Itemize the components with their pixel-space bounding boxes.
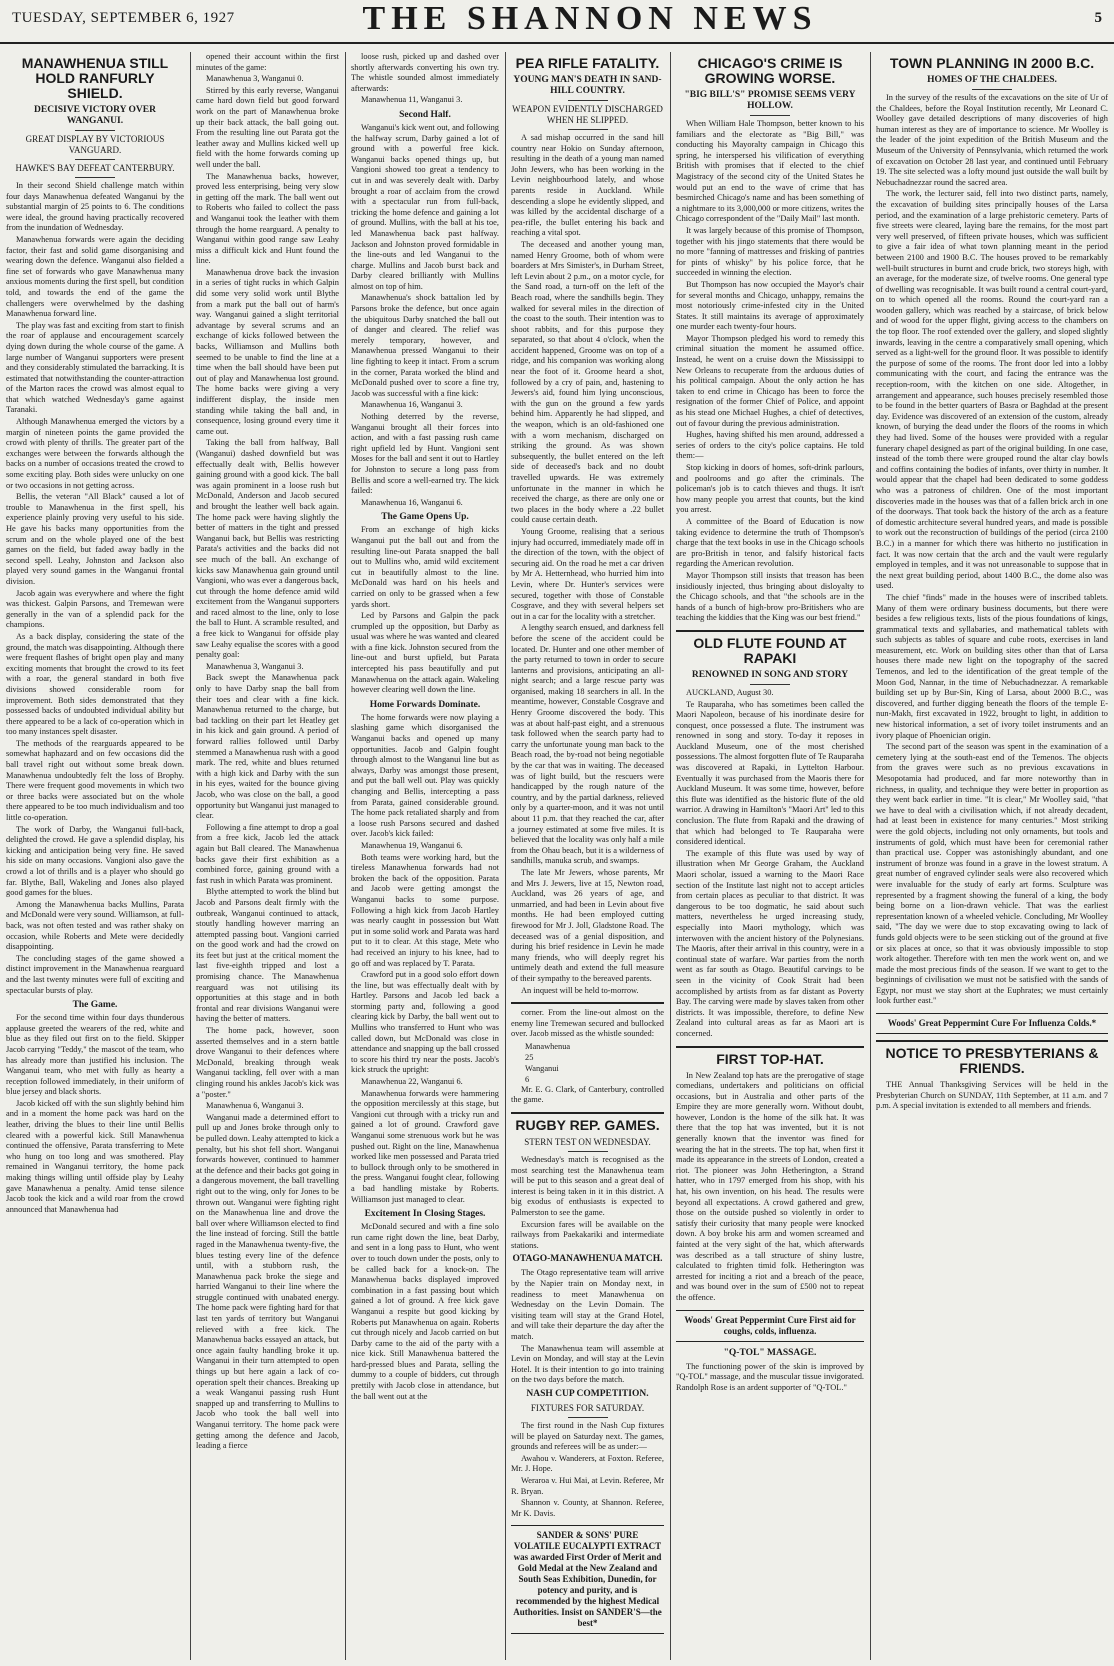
paragraph: Both teams were working hard, but the tireless Manawhenua forwards had not broken the back of the opposition. Parata and Jacob were getting amongst the Wanganui backs to some purpose. Following a high kick from Jacob Hartley was nearly caught in possession but Watt put in some solid work and Parata was hard put to it to clear. At this stage, Mete who had received an injury to his knee, had to go off and was replaced by T. Parata.	[351, 852, 499, 968]
advertisement-sanders: SANDER & SONS' PURE VOLATILE EUCALYPTI EXTRACT was awarded First Order of Merit and Gold Medal at the New Zealand and South Seas Exhibition, Dunedin, for potency and purity, and is recommended by the highest Medical Authorities. Insist on SANDER'S—the best*	[511, 1525, 664, 1634]
headline-town-planning: TOWN PLANNING IN 2000 B.C.	[889, 55, 1095, 71]
section-separator	[511, 1112, 664, 1114]
paragraph: The Otago representative team will arrive by the Napier train on Monday next, in readiness to meet Manawhenua on Wednesday on the Levin Domain. The visiting team will stay at the Grand Hotel, and will take their departure the day after the match.	[511, 1268, 664, 1341]
paragraph: Manawhenua forwards were again the deciding factor, their fast and solid game disorganising and wearing down the defence. Wanganui also fielded a fine set of forwards who gave Manawhenua many anxious moments during the first spell, but condition told, and towards the end of the game the challengers were overwhelmed by the dashing Manawhenua forward line.	[6, 234, 184, 319]
paragraph: Following a fine attempt to drop a goal from a free kick, Jacob led the attack again but Ball cleared. The Manawhenua backs gave their first exhibition as a combined force, gaining ground with a fast rush in which Parata was prominent.	[196, 822, 339, 885]
paragraph: The methods of the rearguards appeared to be somewhat haphazard and on few occasions did the ball travel right out without some break down. Manawhenua undoubtedly felt the loss of Brophy. There were frequent good movements in which two or three backs were associated but on the whole there appeared to be too much individualism and too little co-operation.	[6, 738, 184, 823]
paragraph: The play was fast and exciting from start to finish the roar of applause and encouragement scarcely dying down during the whole course of the game. A large number of Wanganui supporters were present and they considerably stimulated the barracking. It is estimated that notwithstanding the counter-attraction of the Marton races the crowd was almost equal to that which watched Wednesday's game against Taranaki.	[6, 320, 184, 415]
paragraph: Mayor Thompson still insists that treason has been insidiously injected, thus bringing about disloyalty to the Chicago schools, and that "the schools are in the hands of a bunch of high-brow pro-Britishers who are teaching the kiddies that the King was our best friend."	[676, 570, 864, 623]
paragraph: An inquest will be held to-morrow.	[521, 985, 639, 995]
column-6	[870, 52, 1114, 1660]
paragraph: Te Rauparaha, who has sometimes been called the Maori Napoleon, because of his inordinate desire for conquest, once possessed a flute. The instrument was renowned in song and story. To-day it reposes in Auckland Museum, one of the most cherished possessions. The almost forgotten flute of Te Rauparaha was discovered at Rapaki, in Lyttelton Harbour. Eventually it was purchased from the Maoris there for Auckland Museum. It was some time, however, before this flute was identified as the historic flute of the old warrior. A drawing in Hamilton's "Maori Art" led to this conclusion. The flute from Rapaki and the drawing of that which had belonged to Te Rauparaha were considered identical.	[676, 699, 864, 847]
paragraph: Manawhenua 3, Wanganui 3.	[206, 661, 304, 671]
paragraph: The example of this flute was used by way of illustration when Mr George Graham, the Auckland Maori scholar, issued a warning to the Maori Race section of the Institute last night not to accept articles from certain places as peculiar to that district. It was dangerous to be too dogmatic, he said about such matters, nevertheless he urged increasing study, especially into Maori mythology, which was interwoven with the ancient history of the Polynesians. The Maoris, after their arrival in this country, were in a continual state of warfare. War parties from the north went as far south as Otago. Beautiful carvings to be seen in the vicinity of Cook Strait had been accomplished by artists from as far distant as Poverty Bay. The carving were made by slaves taken from other districts. It was impossible, therefore, to define New Zealand into cultural areas as far as Maori art is concerned.	[676, 848, 864, 1038]
paragraph: Although Manawhenua emerged the victors by a margin of nineteen points the game provided the crowd with plenty of thrills. The greater part of the exchanges were between the forwards although the backs on a number of occasions treated the crowd to some exciting play. Both sides were unlucky on one or two occasions in not getting across.	[6, 417, 184, 490]
paragraph: Crawford put in a good solo effort down the line, but was effectually dealt with by Hartley. Parsons and Jacob led back a storming party and, following a good clearing kick by Darby, the ball went out to Mullins who transferred to Hunt who was called down, but McDonald was close in attendance and snapping up the ball crossed to score his third try near the posts. Jacob's kick struck the upright:	[351, 970, 499, 1075]
paragraph: Blythe attempted to work the blind but Jacob and Parsons dealt firmly with the outbreak, Wanganui continued to attack, stoutly handling however marring an attempted passing bout. Vangioni carried on the good work and had the crowd on its feet but just at the critical moment the last five-eighth tripped and lost a promising chance. The Manawhenua rearguard was not utilising its opportunities at this stage and in both frontal and rear divisions Wanganui were having the better of matters.	[196, 887, 339, 1024]
paragraph: McDonald secured and with a fine solo run came right down the line, beat Darby, and sent in a long pass to Hunt, who went over to touch down under the posts, only to be called back for a knock-on. The Manawhenua backs displayed improved combination in a fast passing bout which gained a lot of ground. A free kick gave Wanganui a respite but good kicking by Roberts put Manawhenua on again. Roberts cut through nicely and Jacob carried on but Darby came to the aid of the party with a nice kick. Still Manawhenua battered the hard-pressed blues and Parata, selling the dummy to a couple of bidders, cut through prettily with Jacob close in attendance, but the ball went out at the	[351, 1222, 499, 1401]
section-separator	[876, 1040, 1108, 1042]
divider	[75, 177, 115, 178]
deck-decisive-victory: DECISIVE VICTORY OVER WANGANUI.	[34, 105, 156, 126]
paragraph: The deceased and another young man, named Henry Groome, both of whom were boarders at Mrs Simister's, in Durham Street, left Levin about 2 p.m., on a motor cycle, for the Sand road, a turn-off on the left of the Beach road, where the sandhills begin. They walked for several miles in the direction of the coast to the south. Their intention was to shoot rabbits, and for this purpose they separated, so that about 4 o'clock, when the accident happened, Groome was on top of a ridge, and his companion was working along near the foot of it. Groome heard a shot, followed by a cry of pain, and, hastening to Jewers's aid, found him lying unconscious, with the gun on the ground a few yards behind him. Apparently he had slipped, and the weapon, which is an old-fashioned one with a worn mechanism, discharged on striking the ground. As was shown subsequently, the bullet entered on the left side of deceased's back and no doubt travelled upwards. He was extremely unfortunate in the manner in which he received the charge, as there are only one or two places in the body where a .22 bullet could cause certain death.	[511, 239, 664, 525]
paragraph: Jacob kicked off with the sun slightly behind him and in a moment the home pack was hard on the leather, driving the blues to their line until Bellis cleared with a powerful kick. Still Manawhenua continued the offensive, Parata transferring to Mete who hung on too long and was smothered. Play remained in Wanganui territory, the home pack making things willing until offside play by Leahy gave Manawhenua a penalty. Amid tense silence Jacob took the kick and a wild roar from the crowd announced that Manawhenua had	[6, 1098, 184, 1214]
article-body	[351, 123, 499, 508]
paragraph: The work, the lecturer said, fell into two distinct parts, namely, the excavation of building sites principally houses of the Larsa period, and the examination of a large prehistoric cemetery. Parts of five streets were cleared, laying bare the remains, for the most part very well preserved, of fifteen private houses, which was sufficient to give a fair idea of what town planning meant in the period between 2100 and 1900 B.C. The houses proved to be remarkably well-built structures in burnt and crude brick, two storeys high, with an average, for the moderate size, of twelve rooms. One general type of dwelling was recognisable. It was built round a central court-yard, on to which opened all the rooms. Round the court-yard ran a wooden gallery, which was reached by a staircase, of brick below and of wood for the upper flight, giving access to the chambers on the top floor. The roof extended over the gallery, and sloped slightly inwards, leaving in the centre a comparatively small opening, which served as a light-well for the ground floor. It was possible to identify the purpose of some of the rooms. The front door led into a lobby communicating with the court, and facing the entrance was the reception-room, with the kitchen on one side. Altogether, in arrangement and appearance, such houses precisely resembled those to be found in the better quarters of Basra or Baghdad at the present day. Evidence was discovered of an extension of the custom, already known, of burying the dead under the floors of the rooms in which they had lived. Some of the houses were provided with a regular funerary chapel designed as part of the original building. In one case, instead of the tomb there were grouped round the altar clay bowls and coffins containing the bodies of infants, over thirty in number. It would appear that the chapel had been dedicated to some goddess who was a patroness of children. One of the most important discoveries made in the houses was that of a fallen brick arch in one of the doorways. That took back the history of the arch as a feature of domestic architecture several hundred years, and made is possible to work out the reconstruction of buildings of the period (circa 2100 B.C.) in a manner for which there was hitherto no justification in fact. It was now certain that the arch and the vault were regularly employed in temples, and it was not unreasonable to suppose that in the next great building period, about 1400 B.C., the dome also was used.	[876, 189, 1108, 591]
paragraph: The work of Darby, the Wanganui full-back, delighted the crowd. He gave a splendid display, his kicking and anticipation being very fine. He saved his side on many occasions. Vangioni also gave the crowd a lot of thrills and is a player who should go far. Blythe, Ball, Wakeling and Jones also played good games for the blues.	[6, 824, 184, 898]
subhead-excitement: Excitement In Closing Stages.	[364, 1209, 486, 1220]
headline-first-top-hat: FIRST TOP-HAT.	[716, 1050, 824, 1067]
paragraph: A sad mishap occurred in the sand hill country near Hokio on Sunday afternoon, resulting in the death of a young man named John Jewers, who has been working in the Levin neighbourhood lately, and whose parents reside in Auckland. While descending a slope he evidently slipped, and was killed by the accidental discharge of a pea-rifle, the bullet entering his back and reaching a vital spot.	[511, 133, 664, 238]
paragraph: For the second time within four days thunderous applause greeted the wearers of the red, white and blue as they filed out first on to the field. Skipper Jacob carrying "Teddy," the mascot of the team, who has already more than justified his inclusion. The Wanganui team, who met with fully as hearty a reception followed immediately, in their uniform of blue jersey and black shorts.	[6, 1013, 184, 1097]
deck-weapon: WEAPON EVIDENTLY DISCHARGED WHEN HE SLIPPED.	[512, 104, 663, 125]
advertisement-woods: Woods' Great Peppermint Cure First aid for coughs, colds, influenza.	[676, 1310, 864, 1342]
paragraph: Led by Parsons and Galpin the pack crumpled up the opposition, but Darby as usual was where he was wanted and cleared with a fine kick. Johnston secured from the line-out and burst upfield, but Parata intercepted his pass beautifully and put Manawhenua on the attack again. Wakeling however clearing well down the line.	[351, 611, 499, 695]
article-body	[351, 1222, 499, 1402]
paragraph: Manawhenua's shock battalion led by Parsons broke the defence, but once again the ubiquitous Darby snatched the ball out of danger and cleared. The relief was merely temporary, however, and Manawhenua pressed Wanganui to their line fighting to keep it intact. From a scrum in the corner, Parata worked the blind and McDonald pushed over to score a fine try, Jacob was successful with a fine kick:	[351, 293, 499, 398]
paragraph: Manawhenua 11, Wanganui 3.	[361, 95, 463, 105]
paragraph: Manawhenua 3, Wanganui 0.	[206, 74, 304, 84]
paragraph: The home pack, however, soon asserted themselves and in a stern battle drove Wanganui to their defences where McDonald, breaking through weak Wanganui tackling, fell over with a man clinging round his ankles Jacob's kick was a "poster."	[196, 1026, 339, 1099]
paragraph: It was largely because of this promise of Thompson, together with his jingo statements that there would be no more "fanning of mattresses and frisking of pantries for pints of whisky" by his police force, that he succeeded in winning the election.	[676, 225, 864, 278]
subhead-home-forwards: Home Forwards Dominate.	[369, 699, 481, 710]
paragraph: Excursion fares will be available on the railways from Paekakariki and intermediate stations.	[511, 1219, 664, 1250]
subhead-the-game: The Game.	[72, 1000, 118, 1011]
paragraph: Stirred by this early reverse, Wanganui came hard down field but good forward work on the part of Manawhenua broke up their back attack, the ball going out. From the resulting line out Parata got the leather away and Mullins kicked well up field with the home forwards coming up well under the ball.	[196, 85, 339, 169]
article-body	[351, 713, 499, 1205]
divider	[972, 89, 1012, 90]
advertisement-qtol: The functioning power of the skin is improved by "Q-TOL" massage, and the muscular tissue invigorated. Randolph Rose is an ardent supporter of "Q-TOL."	[676, 1361, 864, 1392]
deck-young-man: YOUNG MAN'S DEATH IN SAND-HILL COUNTRY.	[513, 75, 662, 96]
paragraph: Wanganui made a determined effort to pull up and Jones broke through only to be pulled down. Leahy attempted to kick a penalty, but his shot fell short. Wanganui forwards however, continued to hammer at the defence and their backs got going in a dangerous movement, the ball travelling right out to the wing, only for Jones to be thrown out. Wanganui were fighting right on the Manawhenua line and drove the ball over where Williamson elected to find the line instead of forcing. Still the battle raged in the Manawhenua twenty-five, the blues testing every line of the defence until, with a stubborn rush, the Manawhenua pack broke the siege and harried Wanganui to their line where the struggle continued with unabated energy. The home pack were fighting hard for that last ten yards of territory but Wanganui relieved with a free kick. The Manawhenua backs essayed an attack, but once again faulty handling broke it up. Wanganui in their turn attempted to open things up but here again a lack of co-operation spelt their chances. Breaking up a weak Wanganui passing rush Hunt snapped up and transferring to Mullins to Jacob who took the ball well into Wanganui territory. The home pack were getting among the defence and Jacob, leading a fierce	[196, 1112, 339, 1451]
headline-qtol: "Q-TOL" MASSAGE.	[723, 1347, 817, 1358]
paragraph: But Thompson has now occupied the Mayor's chair for several months and Chicago, unhappy, remains the most notoriously crime-infested city in the United States. It still maintains its average of approximately one murder each twenty-four hours.	[676, 279, 864, 332]
paragraph: Manawhenua 22, Wanganui 6.	[361, 1077, 463, 1087]
divider	[568, 1417, 608, 1418]
paragraph: Manawhenua 6, Wanganui 3.	[206, 1101, 304, 1111]
paragraph: The first round in the Nash Cup fixtures will be played on Saturday next. The games, grounds and referees will be as under:—	[511, 1420, 664, 1452]
paragraph: Manawhenua forwards were hammering the opposition mercilessly at this stage, but Vangioni cut through with a tricky run and gained a lot of ground. Crawford gave Wanganui some strenuous work but he was pushed out. Right on the line, Manawhenua worked like men possessed and Parata tried to bullock through only to be smothered in the press. Wanganui fought clear, following a bad handling mistake by Roberts. Williamson just managed to clear.	[351, 1088, 499, 1204]
divider	[568, 129, 608, 130]
paragraph: The late Mr Jewers, whose parents, Mr and Mrs J. Jewers, live at 15, Newton road, Auckland, was 26 years of age, and unmarried, and had been in Levin about five months. He had been employed cutting firewood for Mr J. Joll, Gladstone Road. The deceased was of a genial disposition, and during his brief residence in Levin he made many friends, who will deeply regret his untimely death and extend the full measure of their sympathy to the bereaved parents.	[511, 867, 664, 983]
column-5	[670, 52, 870, 1660]
final-score-row: Wanganui6	[525, 1063, 559, 1084]
paragraph: Weraroa v. Hui Mai, at Levin. Referee, Mr R. Bryan.	[511, 1475, 664, 1496]
article-body	[511, 1155, 664, 1251]
headline-manawhenua: MANAWHENUA STILL HOLD RANFURLY SHIELD.	[21, 55, 169, 101]
paragraph: The Manawhenua backs, however, proved less enterprising, being very slow in getting off the mark. The ball went out to Roberts who failed to collect the pass and Wanganui took the leather with them through the home rearguard. A penalty to Wanganui within good range saw Leahy miss a difficult kick and Hunt found the line.	[196, 171, 339, 266]
section-separator	[511, 1002, 664, 1004]
paragraph: Nothing deterred by the reverse, Wanganui brought all their forces into action, and with a fast passing rush came right upfield led by Hunt. Vangioni sent Moses for the ball and sent it out to Hartley for Johnston to secure a long pass from Bellis and score a well-earned try. The kick failed:	[351, 412, 499, 496]
subhead-second-half: Second Half.	[399, 109, 451, 120]
paragraph: As a back display, considering the state of the ground, the match was disappointing. Although there were frequent flashes of bright open play and many exciting moments that brought the crowd to its feet with a roar, the general standard in both five divisions showed considerable room for improvement. Both sides demonstrated that they possessed backs of undoubted individual ability but there appeared to be a lack of co-operation which in too many instances spelt disaster.	[6, 631, 184, 737]
deck-big-bill: "BIG BILL'S" PROMISE SEEMS VERY HOLLOW.	[684, 90, 856, 111]
deck-renowned: RENOWNED IN SONG AND STORY	[691, 669, 849, 680]
paragraph: Shannon v. County, at Shannon. Referee, Mr K. Davis.	[511, 1498, 664, 1518]
section-separator	[676, 630, 864, 632]
article-body	[676, 119, 864, 624]
divider	[568, 1151, 608, 1152]
masthead-date: TUESDAY, SEPTEMBER 6, 1927	[12, 10, 235, 26]
divider	[750, 115, 790, 116]
paragraph: Mayor Thompson pledged his word to remedy this criminal situation the moment he assumed office. Instead, he went on a cruise down the Mississippi to New Orleans to recuperate from the arduous duties of his political campaign. About the only action he has taken to end crime in Chicago has been to force the resignation of the former Chief of Police, and appoint as his stead one Michael Hughes, a chief of detectives, out of favour during the previous administration.	[676, 333, 864, 428]
advertisement-woods-2: Woods' Great Peppermint Cure For Influenza Colds.*	[876, 1013, 1108, 1034]
paragraph: Taking the ball from halfway, Ball (Wanganui) dashed downfield but was effectually dealt with, Bellis however gaining ground with a good kick. The ball was again prominent in a loose rush but McDonald, Anderson and Jacob secured and brought the leather well back again. The home pack were having slightly the better of matters in the tight and pressed Wanganui back, but Bellis was restricting Parata's activities and the backs did not see much of the ball. An exchange of kicks saw Manawhenua gain ground until Vangioni, who was ever a dangerous back, cut through the home defence amid wild excitement from the Wanganui supporters and raced almost to the line, only to lose the ball to Hunt. A scramble resulted, and a free kick to Wanganui for offside play saw Leahy equalise the scores with a good penalty goal:	[196, 438, 339, 660]
masthead-title: THE SHANNON NEWS	[362, 0, 818, 37]
paragraph: opened their account within the first minutes of the game:	[196, 52, 339, 72]
article-body	[511, 1268, 664, 1386]
paragraph: Young Groome, realising that a serious injury had occurred, immediately made off in the direction of the town, with the object of securing aid. On the road he met a car driven by Mr A. Hetternhead, who hurried him into Levin, where Dr. Hunter's services were secured, together with those of Constable Cosgrave, and they with several helpers set out in a car for the locality with a stretcher.	[511, 526, 664, 621]
paragraph: The concluding stages of the game showed a distinct improvement in the Manawhenua rearguard and the last twenty minutes were full of exciting and spectacular bursts of play.	[6, 953, 184, 995]
divider	[750, 684, 790, 685]
paragraph: THE Annual Thanksgiving Services will be held in the Presbyterian Church on SUNDAY, 11th September, at 11 a.m. and 7 p.m. A special invitation is extended to all members and friends.	[876, 1080, 1108, 1111]
deck-stern-test: STERN TEST ON WEDNESDAY.	[524, 1137, 651, 1148]
article-body	[676, 1071, 864, 1304]
divider	[568, 100, 608, 101]
headline-old-flute: OLD FLUTE FOUND AT RAPAKI	[693, 634, 847, 666]
article-body	[511, 1421, 664, 1519]
final-score-row: Manawhenua25	[525, 1041, 571, 1062]
paragraph: Among the Manawhenua backs Mullins, Parata and McDonald were very sound. Williamson, at full-back, was not often tested and was rather shaky on occasion, while Roberts and Mete were decidedly disappointing.	[6, 899, 184, 952]
paragraph: The chief "finds" made in the houses were of inscribed tablets. Many of them were ordinary business documents, but there were besides a few religious texts, lists of the pious foundations of kings, grammatical texts and syllabaries, and mathematical tablets with such subjects as tables of square and cube roots, exercises in land measurement, etc. Work on building sites other than that of Larsa houses there made new light on the topography of the sacred Temenos, and led to the identification of the great temple of the Moon God, Nannar, in the time of Nebuchadnezzar. A remarkable building set up by Bur-Sin, King of Larsa, about 2000 B.C., was discovered, and further digging beneath the floors of the temple E-nun-Makh, first excavated in 1922, brought to light, in addition to new historical information, a set of ivory toilet instruments and an ivory plaque of Phoenician origin.	[876, 592, 1108, 740]
masthead-page-number: 5	[1094, 10, 1102, 26]
paragraph: The home forwards were now playing a slashing game which disorganised the Wanganui backs and opened up many opportunities. Jacob and Galpin fought through almost to the Wanganui line but as always, Darby was amongst those present, and put the ball well out. Play was quickly changing and Bellis, intercepting a pass from Parata, gained considerable ground. The home pack retaliated sharply and from a loose rush Parsons secured and dashed over. Jacob's kick failed:	[351, 712, 499, 839]
paragraph: The Manawhenua team will assemble at Levin on Monday, and will stay at the Levin Hotel. It is their intention to go into training on the two days before the match.	[511, 1343, 664, 1385]
subhead-game-opens-up: The Game Opens Up.	[381, 512, 469, 523]
paragraph: In New Zealand top hats are the prerogative of stage comedians, undertakers and politicians on official occasions, but in Australia and other parts of the Empire they are more generally worn. Without doubt, however, London is the home of the silk hat. It was there that the top hat was invented, but it is not generally known that the inventor was fined for wearing the hat in the streets. The top hat, when first it made its appearance in the streets of London, created a riot. The pioneer was John Hetherington, a Strand hatter, who in 1797 emerged from his shop, with his hat, his own invention, on his head. The results were beyond all expectations. A crowd gathered and grew, those on the outside pushed so violently in order to satisfy their curiosity that many people were knocked down. A boy broke his arm and women screamed and fainted at the very sight of the hat, which afterwards was described as a tall structure of shiny lustre, calculated to frighten timid folk. Hetherington was arrested for inciting a riot and a breach of the peace, and was bound over in the sum of £500 not to repeat the offence.	[676, 1070, 864, 1302]
article-body	[511, 133, 664, 996]
deck-great-display: GREAT DISPLAY BY VICTORIOUS VANGUARD.	[25, 134, 165, 155]
article-body	[6, 1013, 184, 1215]
column-3	[345, 52, 505, 1660]
paragraph: The second part of the season was spent in the examination of a cemetery lying at the south-east end of the Temenos. The objects from the graves were such as no previous excavations in Mesopotamia had produced, and far more noteworthy than in richness, in quality, and technique they were better in proportion as they went back earlier in time. "It is clear," Mr Woolley said, "that we have to deal with a civilisation which, if not already decadent, had at least been in existence for many centuries." Most striking were the gold objects, including not only ornaments, but tools and instruments of gold, which must have been for ceremonial rather than practical use. Copper was astonishingly abundant, and one instrument of bronze was found in a grave in the lowest stratum. A great number of engraved cylinder seals were also recovered which were invaluable for the study of early art forms. Sculpture was represented by a fragment showing the funeral of a king, the body being borne on a lion-drawn vehicle. That was the earliest representation known of a wheeled vehicle. Concluding, Mr Woolley said, "The day we were due to stop excavating owing to lack of funds gold objects were to be seen sticking out of the ground at five or six places at once, so that it was obviously impossible to stop work altogether. Therefore with ten men the work went on, and we made the most precious finds of the season. If we want to get to the beginnings of civilisation we must not be satisfied with the sands of Egypt, nor must we stay short at the Euphrates; we must certainly look further east."	[876, 742, 1108, 1006]
paragraph: A lengthy search ensued, and darkness fell before the scene of the accident could be located. Dr. Hunter and one other member of the party returned to town in order to secure lanterns and provisions, anticipating an all-night search; and a large rescue party was organised, making 18 searchers in all. In the meantime, however, Constable Cosgrave and Henry Groome discovered the body. This was at about half-past eight, and a strenuous task followed when the search party had to carry the unfortunate young man back to the Beach road, the by-road not being negotiable by the car that was in waiting. The deceased was of light build, but the rescuers were handicapped by the rough nature of the country, and by the partial darkness, relieved only by a quarter-moon, and it was not until about 11 p.m. that they reached the car, after a journey estimated at some five miles. It is believed that the locality was only half a mile from the Ohau beach, but it is a wilderness of sandhills, manuka scrub, and swamps.	[511, 623, 664, 866]
paragraph: Manawhenua drove back the invasion in a series of tight rucks in which Galpin did some very solid work until Blythe from a mark put the ball out of harm's way. Wanganui gained a slight territorial advantage by several scrums and an exchange of kicks followed between the backs, Williamson and Mullins both seemed to be unable to find the line at a time when the ball should have been put out of play and Manawhenua lost ground. The home backs were giving a very indifferent display, the inside men standing while taking the ball and, in consequence, losing ground every time it came out.	[196, 267, 339, 436]
article-body	[511, 1008, 664, 1040]
deck-hawkes-bay: HAWKE'S BAY DEFEAT CANTERBURY.	[15, 163, 175, 173]
paragraph: Manawhenua 19, Wanganui 6.	[361, 840, 463, 850]
article-body	[351, 52, 499, 106]
paragraph: When William Hale Thompson, better known to his familiars and the electorate as "Big Bill," was conducting his Mayoralty campaign in Chicago this spring, he interspersed his vilification of everything British with promises that if elected to the chief Magistracy of the second city of the United States he would put an end to the wave of crime that has besmirched Chicago's name and has been something of a nightmare to its 3,000,000 or more citizens, writes the Chicago correspondent of the "Daily Mail" last month.	[676, 119, 864, 224]
divider	[75, 130, 115, 131]
headline-rugby-rep: RUGBY REP. GAMES.	[515, 1117, 660, 1134]
paragraph: Manawhenua 16, Wanganui 6.	[361, 497, 463, 507]
paragraph: corner. From the line-out almost on the enemy line Tremewan secured and bullocked over. Jacob missed as the whistle sounded:	[511, 1008, 664, 1039]
paragraph: Back swept the Manawhenua pack only to have Darby snap the ball from their toes and clear with a fine kick. Manawhenua returned to the charge, but bad tackling on their part let Heatley get in his kick and gain ground. A period of forward rallies followed until Darby stemmed a Manawhenua rush with a good mark. The red, white and blues returned with a high kick and Darby with the sun in his eyes, waited for the bounce giving Jacob, who was close on the ball, a good opportunity but Wanganui just managed to clear.	[196, 673, 339, 821]
article-body	[676, 688, 864, 1040]
headline-otago-match: OTAGO-MANAWHENUA MATCH.	[512, 1254, 663, 1265]
paragraph: In their second Shield challenge match within four days Manawhenua defeated Wanganui by the substantial margin of 25 points to 6. The conditions were ideal, the ground having practically recovered from the inundation of Wednesday.	[6, 181, 184, 233]
paragraph: Bellis, the veteran "All Black" caused a lot of trouble to Manawhenua in the first spell, his experience plainly proving very useful to his side. He gave his backs many opportunities from the scrum and on the whole played one of the best games on the field, but faded away badly in the second spell. Leahy, Johnston and Jackson also played very sound games in the Wanganui frontal division.	[6, 492, 184, 586]
section-separator	[676, 1046, 864, 1048]
paragraph: Stop kicking in doors of homes, soft-drink parlours, and poolrooms and go after the criminals. The policeman's job is to catch thieves and thugs. It isn't how many people you arrest that counts, but the kind you arrest.	[676, 463, 864, 515]
paragraph: Manawhenua 16, Wanganui 3.	[361, 400, 463, 410]
paragraph: Wanganui's kick went out, and following the halfway scrum, Darby gained a lot of ground with a powerful free kick. Wanganui backs opened things up, but Vangioni showed too great a tendency to cut in and was severely dealt with. Darby brought a roar of acclaim from the crowd with a spectacular run from full-back, tricking the home defence and gaining a lot of ground. Mullins, with the ball at his toe, led Manawhenua back past halfway. Jackson and Johnston proved formidable in the line-outs and led Wanganui to the charge. Mullins and Jacob burst back and Darby cleared brilliantly with Mullins almost on top of him.	[351, 122, 499, 291]
column-4	[505, 52, 670, 1660]
divider	[75, 159, 115, 160]
paragraph: Awahou v. Wanderers, at Foxton. Referee, Mr. J. Hope.	[511, 1453, 664, 1474]
article-body	[196, 52, 339, 1452]
paragraph: Wednesday's match is recognised as the most searching test the Manawhenua team will be put to this season and a great deal of interest is being taken in it in this district. A big exodus of enthusiasts is expected to Palmerston to see the game.	[511, 1155, 664, 1218]
headline-nash-cup: NASH CUP COMPETITION.	[526, 1388, 649, 1399]
headline-chicago-crime: CHICAGO'S CRIME IS GROWING WORSE.	[697, 55, 843, 86]
paragraph: AUCKLAND, August 30.	[686, 687, 774, 697]
deck-chaldees: HOMES OF THE CHALDEES.	[927, 75, 1057, 85]
article-body	[876, 93, 1108, 1007]
paragraph: loose rush, picked up and dashed over shortly afterwards converting his own try. The whistle sounded almost immediately afterwards:	[351, 52, 499, 93]
paragraph: Jacob again was everywhere and where the fight was thickest. Galpin Parsons, and Tremewan were generally in the van of a splendid pack for the champions.	[6, 588, 184, 630]
column-1	[0, 52, 190, 1660]
article-body	[6, 181, 184, 996]
article-body	[876, 1080, 1108, 1112]
referee-note: Mr. E. G. Clark, of Canterbury, controlled the game.	[511, 1084, 664, 1105]
paragraph: Hughes, having shifted his men around, addressed a series of orders to the city's police captains. He told them:—	[676, 430, 864, 461]
headline-pea-rifle: PEA RIFLE FATALITY.	[515, 55, 660, 71]
masthead	[0, 0, 1114, 44]
headline-presbyterian-notice: NOTICE TO PRESBYTERIANS & FRIENDS.	[885, 1045, 1099, 1077]
deck-fixtures: FIXTURES FOR SATURDAY.	[530, 1402, 645, 1413]
paragraph: A committee of the Board of Education is now taking evidence to determine the truth of Thompson's charge that the text books in use in the Chicago schools are pro-British in tenor, and falsify historical facts regarding the American revolution.	[676, 516, 864, 569]
paragraph: In the survey of the results of the excavations on the site of Ur of the Chaldees, before the Royal Institution recently, Mr Leonard C. Woolley gave detailed descriptions of many discoveries of high human interest as they are of importance to science. Mr Woolley is the leader of the joint expedition of the British Museum and the Museum of the University of Pennsylvania, which returned the work of excavation on October 28 last year, and continued until February 19. The site selected was a lofty mound just outside the wall built by Nebuchadnezzar round the sacred area.	[876, 93, 1108, 187]
column-2	[190, 52, 345, 1660]
article-body	[351, 525, 499, 696]
paragraph: From an exchange of high kicks Wanganui put the ball out and from the resulting line-out Parata snapped the ball out to Mullins who, amid wild excitement cut in beautifully almost to the line. McDonald was hard on his heels and carried on only to be grassed when a few yards short.	[351, 525, 499, 609]
